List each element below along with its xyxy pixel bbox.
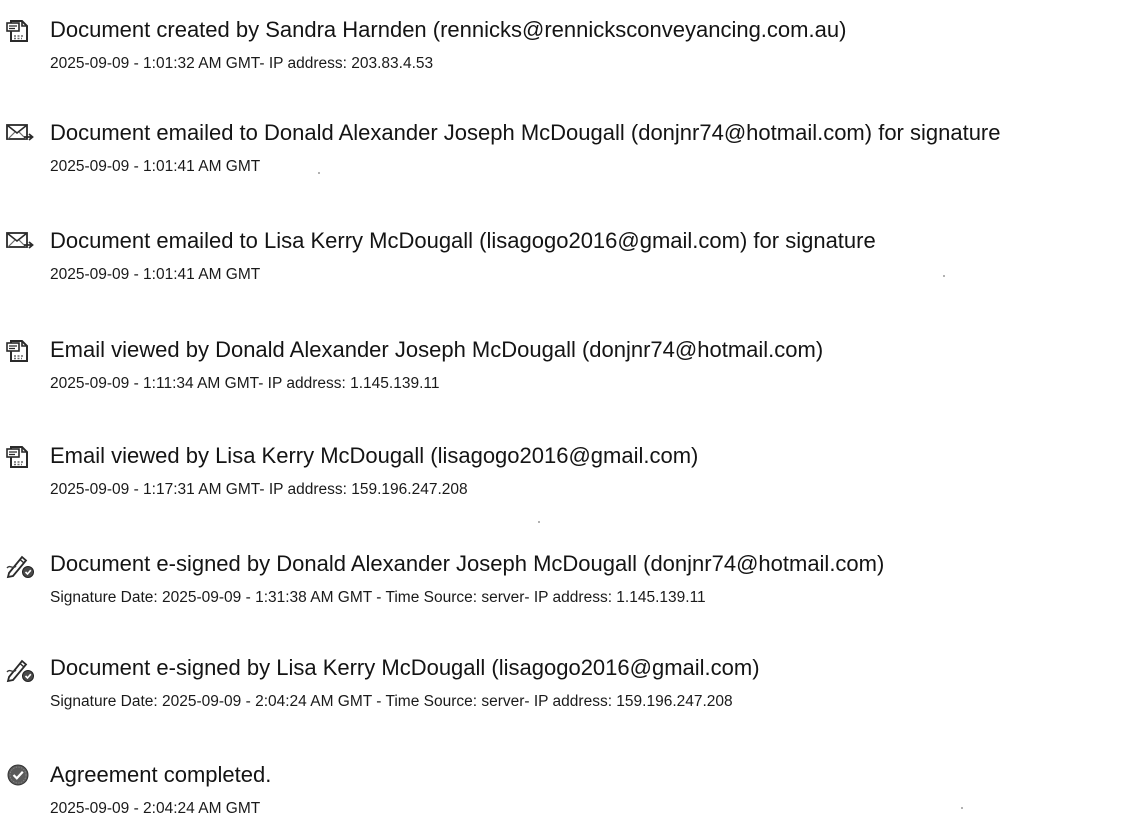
email-sent-icon <box>5 228 37 256</box>
audit-event-e-signed <box>0 549 1125 629</box>
event-title: Agreement completed. <box>50 762 272 787</box>
document-viewed-icon <box>5 443 37 471</box>
event-timestamp: 2025-09-09 - 1:01:41 AM GMT <box>50 158 261 175</box>
event-title: Email viewed by Lisa Kerry McDougall (lisagogo2016@gmail.com) <box>50 443 699 468</box>
audit-event-emailed <box>0 118 1125 198</box>
scan-speck <box>961 807 963 809</box>
scan-speck <box>538 521 540 523</box>
event-title: Document e-signed by Lisa Kerry McDougall (lisagogo2016@gmail.com) <box>50 655 760 680</box>
completed-check-icon <box>5 762 37 790</box>
email-sent-icon <box>5 120 37 148</box>
audit-event-e-signed <box>0 653 1125 733</box>
event-timestamp: 2025-09-09 - 2:04:24 AM GMT <box>50 800 261 817</box>
audit-event-document-created <box>0 15 1125 95</box>
audit-event-completed <box>0 760 1125 840</box>
scan-speck <box>318 172 320 174</box>
document-created-icon <box>5 17 37 45</box>
document-viewed-icon <box>5 337 37 365</box>
event-timestamp: 2025-09-09 - 1:01:41 AM GMT <box>50 266 261 283</box>
event-timestamp: 2025-09-09 - 1:01:32 AM GMT- IP address: 203.83.4.53 <box>50 55 434 72</box>
event-timestamp: Signature Date: 2025-09-09 - 2:04:24 AM GMT - Time Source: server- IP address: 159.196.247.208 <box>50 693 733 710</box>
audit-event-email-viewed <box>0 441 1125 521</box>
event-title: Email viewed by Donald Alexander Joseph McDougall (donjnr74@hotmail.com) <box>50 337 824 362</box>
e-sign-pen-icon <box>5 551 37 579</box>
e-sign-pen-icon <box>5 655 37 683</box>
event-timestamp: 2025-09-09 - 1:17:31 AM GMT- IP address: 159.196.247.208 <box>50 481 468 498</box>
scan-speck <box>943 275 945 277</box>
event-timestamp: Signature Date: 2025-09-09 - 1:31:38 AM GMT - Time Source: server- IP address: 1.145.139.11 <box>50 589 706 606</box>
event-title: Document e-signed by Donald Alexander Joseph McDougall (donjnr74@hotmail.com) <box>50 551 885 576</box>
event-title: Document created by Sandra Harnden (rennicks@rennicksconveyancing.com.au) <box>50 17 847 42</box>
audit-event-email-viewed <box>0 335 1125 415</box>
audit-event-emailed <box>0 226 1125 306</box>
event-title: Document emailed to Lisa Kerry McDougall (lisagogo2016@gmail.com) for signature <box>50 228 876 253</box>
event-title: Document emailed to Donald Alexander Joseph McDougall (donjnr74@hotmail.com) for signature <box>50 120 1001 145</box>
event-timestamp: 2025-09-09 - 1:11:34 AM GMT- IP address: 1.145.139.11 <box>50 375 440 392</box>
